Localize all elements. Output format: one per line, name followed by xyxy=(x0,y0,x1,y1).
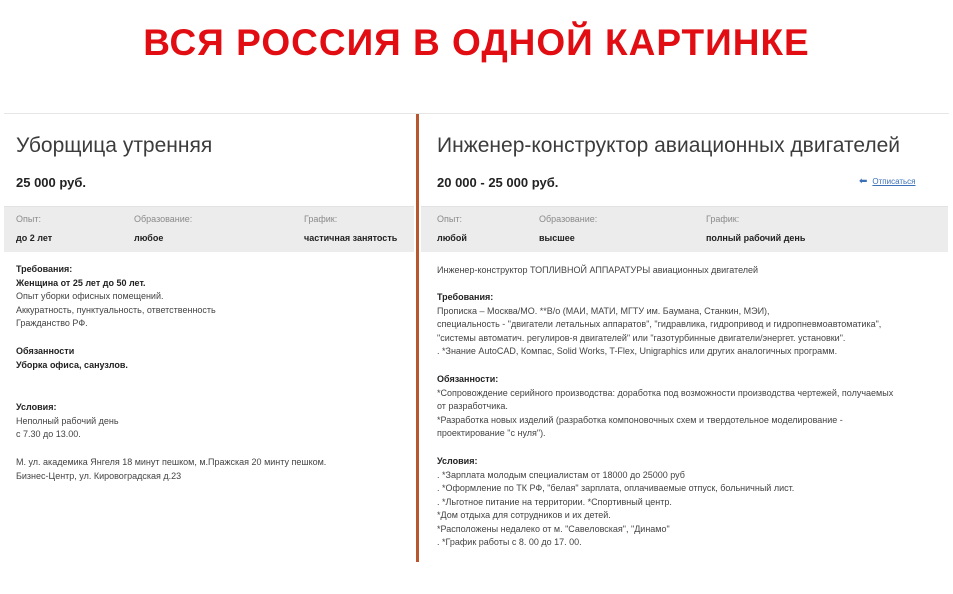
stat-label-experience: Опыт: xyxy=(16,214,41,224)
conditions-heading: Условия: xyxy=(16,402,57,412)
duty-line: от разработчика. xyxy=(437,401,508,411)
duty-line: *Сопровождение серийного производства: доработка под возможности производства чертежей, получаемых xyxy=(437,387,894,398)
condition-line: . *Оформление по ТК РФ, "белая" зарплата, оплачиваемые отпуск, больничный лист. xyxy=(437,483,795,493)
address-line: Бизнес-Центр, ул. Кировоградская д.23 xyxy=(16,470,182,481)
headline: ВСЯ РОССИЯ В ОДНОЙ КАРТИНКЕ xyxy=(143,22,810,63)
condition-line: с 7.30 до 13.00. xyxy=(16,429,81,439)
condition-line: *Расположены недалеко от м. "Савеловская", "Динамо" xyxy=(437,523,670,534)
vacancy-stats-bar xyxy=(4,206,414,252)
requirement-line: Женщина от 25 лет до 50 лет. xyxy=(16,277,146,288)
condition-line: . *Льготное питание на территории. *Спортивный центр. xyxy=(437,496,672,507)
stat-value-schedule: частичная занятость xyxy=(304,233,398,243)
stat-value-education: любое xyxy=(134,233,164,243)
conditions-heading: Условия: xyxy=(437,456,478,466)
condition-line: Неполный рабочий день xyxy=(16,415,119,426)
requirement-line: специальность - "двигатели летальных аппаратов", "гидравлика, гидропривод и гидропневмоавтоматика", xyxy=(437,319,882,329)
stat-label-experience: Опыт: xyxy=(437,214,462,224)
requirement-line: Аккуратность, пунктуальность, ответственность xyxy=(16,304,216,315)
duty-line: Уборка офиса, санузлов. xyxy=(16,359,128,370)
stat-value-schedule: полный рабочий день xyxy=(706,233,806,243)
condition-line: *Дом отдыха для сотрудников и их детей. xyxy=(437,510,611,520)
back-arrow-icon: ⬅ xyxy=(859,176,868,187)
vacancy-salary: 20 000 - 25 000 руб. xyxy=(437,175,559,190)
condition-line: . *Зарплата молодым специалистам от 18000 до 25000 руб xyxy=(437,469,685,480)
requirement-line: Гражданство РФ. xyxy=(16,318,88,328)
duty-line: проектирование "с нуля"). xyxy=(437,428,546,438)
stat-label-education: Образование: xyxy=(134,214,193,224)
requirement-line: "системы автоматич. регулиров-я двигателей" или "газотурбинные двигатели/энергет. установки". xyxy=(437,332,846,343)
conditions-section xyxy=(16,401,119,442)
requirement-line: . *Знание AutoCAD, Компас, Solid Works, T-Flex, Unigraphics или других аналогичных программ. xyxy=(437,346,838,356)
duties-heading: Обязанности xyxy=(16,346,75,356)
stat-value-education: высшее xyxy=(539,233,575,243)
requirements-heading: Требования: xyxy=(16,264,73,274)
vacancy-title[interactable]: Уборщица утренняя xyxy=(16,134,213,157)
requirement-line: Прописка – Москва/МО. **В/о (МАИ, МАТИ, МГТУ им. Баумана, Станкин, МЭИ), xyxy=(437,305,770,316)
vacancy-title[interactable]: Инженер-конструктор авиационных двигателей xyxy=(437,134,901,157)
duties-heading: Обязанности: xyxy=(437,374,499,384)
unsubscribe-label: Отписаться xyxy=(872,177,916,186)
stat-label-schedule: График: xyxy=(706,214,740,224)
address-section xyxy=(16,456,326,483)
vacancy-salary: 25 000 руб. xyxy=(16,175,87,190)
stat-value-experience: до 2 лет xyxy=(16,233,53,243)
duties-section xyxy=(16,345,128,372)
column-divider xyxy=(416,114,419,562)
unsubscribe-link[interactable] xyxy=(859,176,916,187)
requirements-heading: Требования: xyxy=(437,292,494,302)
requirements-section xyxy=(16,263,216,331)
address-line: М. ул. академика Янгеля 18 минут пешком, м.Пражская 20 минту пешком. xyxy=(16,457,327,467)
duty-line: *Разработка новых изделий (разработка компоновочных схем и твердотельное моделирование - xyxy=(437,414,843,425)
stat-label-education: Образование: xyxy=(539,214,598,224)
vacancy-intro: Инженер-конструктор ТОПЛИВНОЙ АППАРАТУРЫ авиационных двигателей xyxy=(437,265,759,275)
vacancy-stats-bar xyxy=(421,206,948,252)
top-border xyxy=(4,113,949,114)
intro-section xyxy=(437,264,758,278)
requirement-line: Опыт уборки офисных помещений. xyxy=(16,291,164,301)
conditions-section xyxy=(437,455,794,550)
requirements-section xyxy=(437,291,881,359)
stat-label-schedule: График: xyxy=(304,214,338,224)
stat-value-experience: любой xyxy=(437,233,467,243)
duties-section xyxy=(437,373,893,441)
condition-line: . *График работы с 8. 00 до 17. 00. xyxy=(437,537,582,547)
